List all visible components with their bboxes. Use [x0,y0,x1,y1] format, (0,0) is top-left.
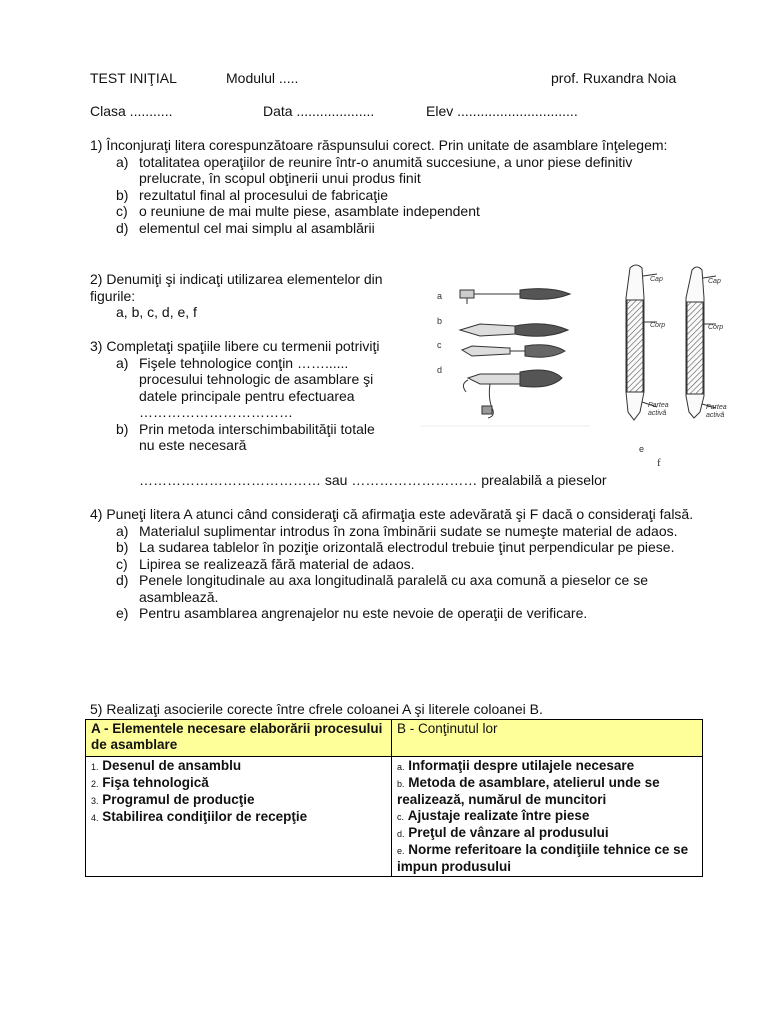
pin-f-label-head: Cap [708,278,721,285]
module-field: Modulul ..... [226,70,299,86]
question-4-option-e: e) Pentru asamblarea angrenajelor nu este nevoie de operaţii de verificare. [116,605,588,621]
column-b-item: c. Ajustaje realizate între piese [397,808,590,823]
question-4-option-b: b) La sudarea tablelor în poziţie orizontală electrodul trebuie ţinut perpendicular pe piese. [116,539,675,555]
tool-d-icon [463,370,562,418]
pin-e-label-head: Cap [650,276,663,283]
figure-label-b: b [437,316,443,326]
question-1 [90,137,700,236]
question-4 [90,506,700,622]
question-3 [90,338,395,454]
question-3-text: 3) Completaţi spaţiile libere cu termenii potriviţi [90,338,380,354]
column-a-item: 4. Stabilirea condiţiilor de recepţie [91,809,308,824]
question-3-item-a: a) Fişele tehnologice conţin ……...... procesului tehnologic de asamblare şi datele principale pentru efectuarea …………………………… [116,354,374,420]
column-a-cell [86,757,392,877]
teacher-name: prof. Ruxandra Noia [551,70,677,86]
column-b-item: d. Preţul de vânzare al produsului [397,825,609,840]
column-b-item: a. Informaţii despre utilajele necesare [397,758,635,773]
question-1-option-b: b) rezultatul final al procesului de fabricaţie [116,186,389,203]
pin-f-label-active: Partea activă [706,404,727,419]
question-1-text: 1) Înconjuraţi litera corespunzătoare răspunsului corect. Prin unitate de asamblare înţelegem: [90,137,668,153]
association-table [85,719,703,877]
table-header-row [86,720,703,757]
question-2 [90,271,395,321]
pin-e-label-active: Partea activă [648,402,669,417]
column-b-item: e. Norme referitoare la condiţiile tehnice ce se impun produsului [397,842,689,874]
column-a-item: 2. Fişa tehnologică [91,775,209,790]
test-title: TEST INIŢIAL [90,70,177,86]
column-b-header: B - Conţinutul lor [392,720,703,757]
pin-f-label-body: Corp [708,324,724,331]
figure-label-f: f [657,457,661,469]
tool-a-icon [460,289,570,304]
tools-figure [420,268,590,428]
column-a-item: 3. Programul de producţie [91,792,255,807]
column-a-item: 1. Desenul de ansamblu [91,758,242,773]
student-field: Elev ............................... [426,103,578,119]
question-4-options [90,523,700,622]
figure-label-e: e [639,444,645,454]
figure-label-c: c [437,340,442,350]
question-3-b-blank: ………………………………… sau ……………………… prealabilă a pieselor [139,472,607,488]
column-b-cell [392,757,703,877]
table-row [86,757,703,877]
question-2-text: 2) Denumiţi şi indicaţi utilizarea elementelor din figurile: [90,271,383,304]
question-2-letters: a, b, c, d, e, f [116,304,197,320]
pin-e-label-body: Corp [650,322,666,329]
question-1-option-d: d) elementul cel mai simplu al asamblării [116,219,375,236]
figure-label-a: a [437,291,443,301]
tool-b-icon [460,324,568,337]
column-b-item: b. Metoda de asamblare, atelierul unde se realizează, numărul de muncitori [397,775,660,807]
question-3-item-b: b) Prin metoda interschimbabilităţii totale nu este necesară [116,420,375,453]
question-4-option-d: d) Penele longitudinale au axa longitudinală paralelă cu axa comună a pieselor ce se asamblează. [116,572,649,605]
question-4-option-a: a) Materialul suplimentar introdus în zona îmbinării sudate se numeşte material de adaos. [116,522,678,539]
question-4-text: 4) Puneţi litera A atunci când consideraţi că afirmaţia este adevărată şi F dacă o consideraţi falsă. [90,506,694,522]
class-field: Clasa ........... [90,103,173,119]
date-field: Data .................... [263,103,375,119]
tool-c-icon [462,345,565,357]
question-1-option-a: a) totalitatea operaţiilor de reunire într-o anumită succesiune, a unor piese definitiv prelucrate, în scopul obţinerii unui produs finit [116,153,633,186]
question-1-option-c: c) o reuniune de mai multe piese, asamblate independent [116,203,480,219]
question-5-text: 5) Realizaţi asocierile corecte între cfrele coloanei A şi literele coloanei B. [90,701,543,717]
column-a-header: A - Elementele necesare elaborării procesului de asamblare [86,720,392,757]
figure-label-d: d [437,365,443,375]
question-4-option-c: c) Lipirea se realizează fără material de adaos. [116,555,415,572]
question-1-options [90,154,700,237]
